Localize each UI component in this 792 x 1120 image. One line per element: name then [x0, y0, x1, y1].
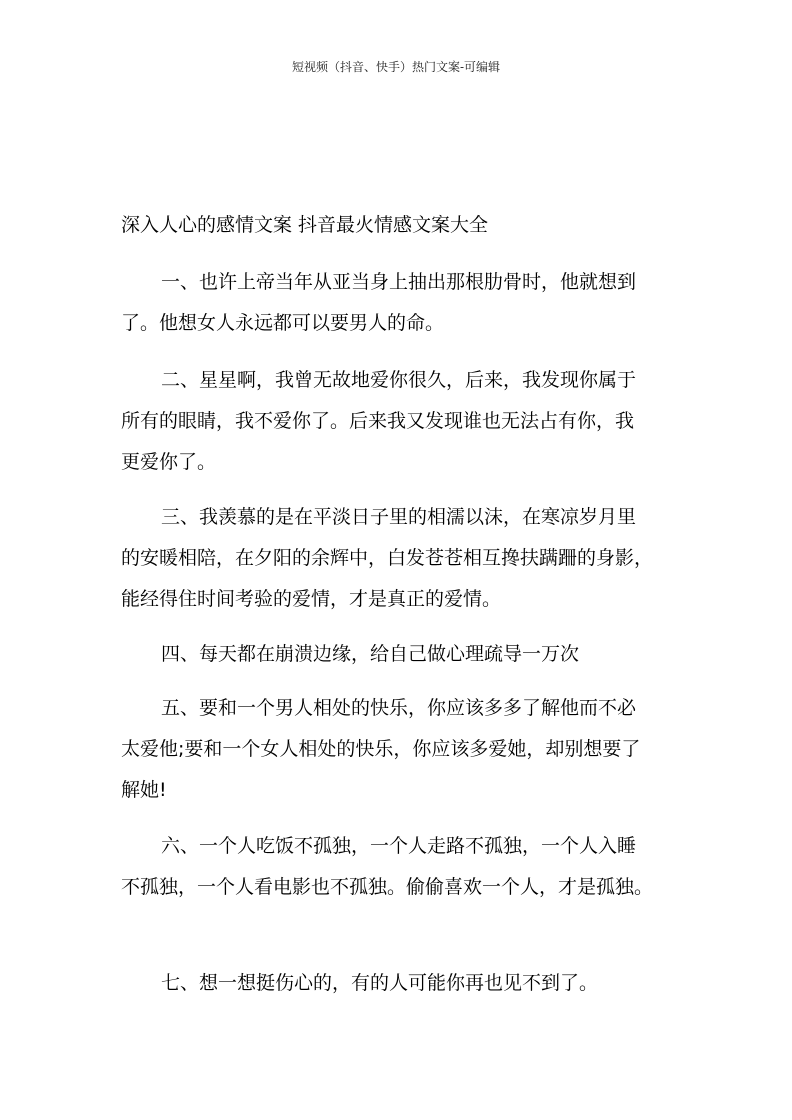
- paragraph-line: 四、每天都在崩溃边缘，给自己做心理疏导一万次: [161, 643, 580, 665]
- paragraph-line: 的安暖相陪，在夕阳的余辉中，白发苍苍相互搀扶蹒跚的身影，: [121, 547, 654, 569]
- paragraph-3: [121, 497, 681, 620]
- paragraph-7: [121, 963, 681, 1004]
- paragraph-line: 能经得住时间考验的爱情，才是真正的爱情。: [121, 588, 502, 610]
- paragraph-line: 太爱他;要和一个女人相处的快乐，你应该多爱她，却别想要了: [121, 738, 641, 760]
- paragraph-line: 解她!: [121, 779, 167, 801]
- paragraph-2: [121, 360, 681, 483]
- paragraph-line: 不孤独，一个人看电影也不孤独。偷偷喜欢一个人，才是孤独。: [121, 876, 654, 898]
- paragraph-line: 五、要和一个男人相处的快乐，你应该多多了解他而不必: [161, 697, 637, 719]
- paragraph-1: [121, 262, 681, 344]
- paragraph-line: 了。他想女人永远都可以要男人的命。: [121, 312, 445, 334]
- paragraph-line: 三、我羡慕的是在平淡日子里的相濡以沫，在寒凉岁月里: [161, 506, 637, 528]
- paragraph-line: 更爱你了。: [121, 451, 217, 473]
- running-header: 短视频（抖音、快手）热门文案-可编辑: [291, 60, 501, 74]
- paragraph-5: [121, 688, 681, 811]
- paragraph-line: 所有的眼睛，我不爱你了。后来我又发现谁也无法占有你，我: [121, 410, 635, 432]
- paragraph-line: 七、想一想挺伤心的，有的人可能你再也见不到了。: [161, 972, 599, 994]
- paragraph-6: [121, 826, 681, 908]
- document-title: 深入人心的感情文案 抖音最火情感文案大全: [121, 214, 489, 236]
- paragraph-4: [121, 634, 681, 675]
- paragraph-line: 二、星星啊，我曾无故地爱你很久，后来，我发现你属于: [161, 369, 637, 391]
- paragraph-line: 一、也许上帝当年从亚当身上抽出那根肋骨时，他就想到: [161, 271, 637, 293]
- paragraph-line: 六、一个人吃饭不孤独，一个人走路不孤独，一个人入睡: [161, 835, 637, 857]
